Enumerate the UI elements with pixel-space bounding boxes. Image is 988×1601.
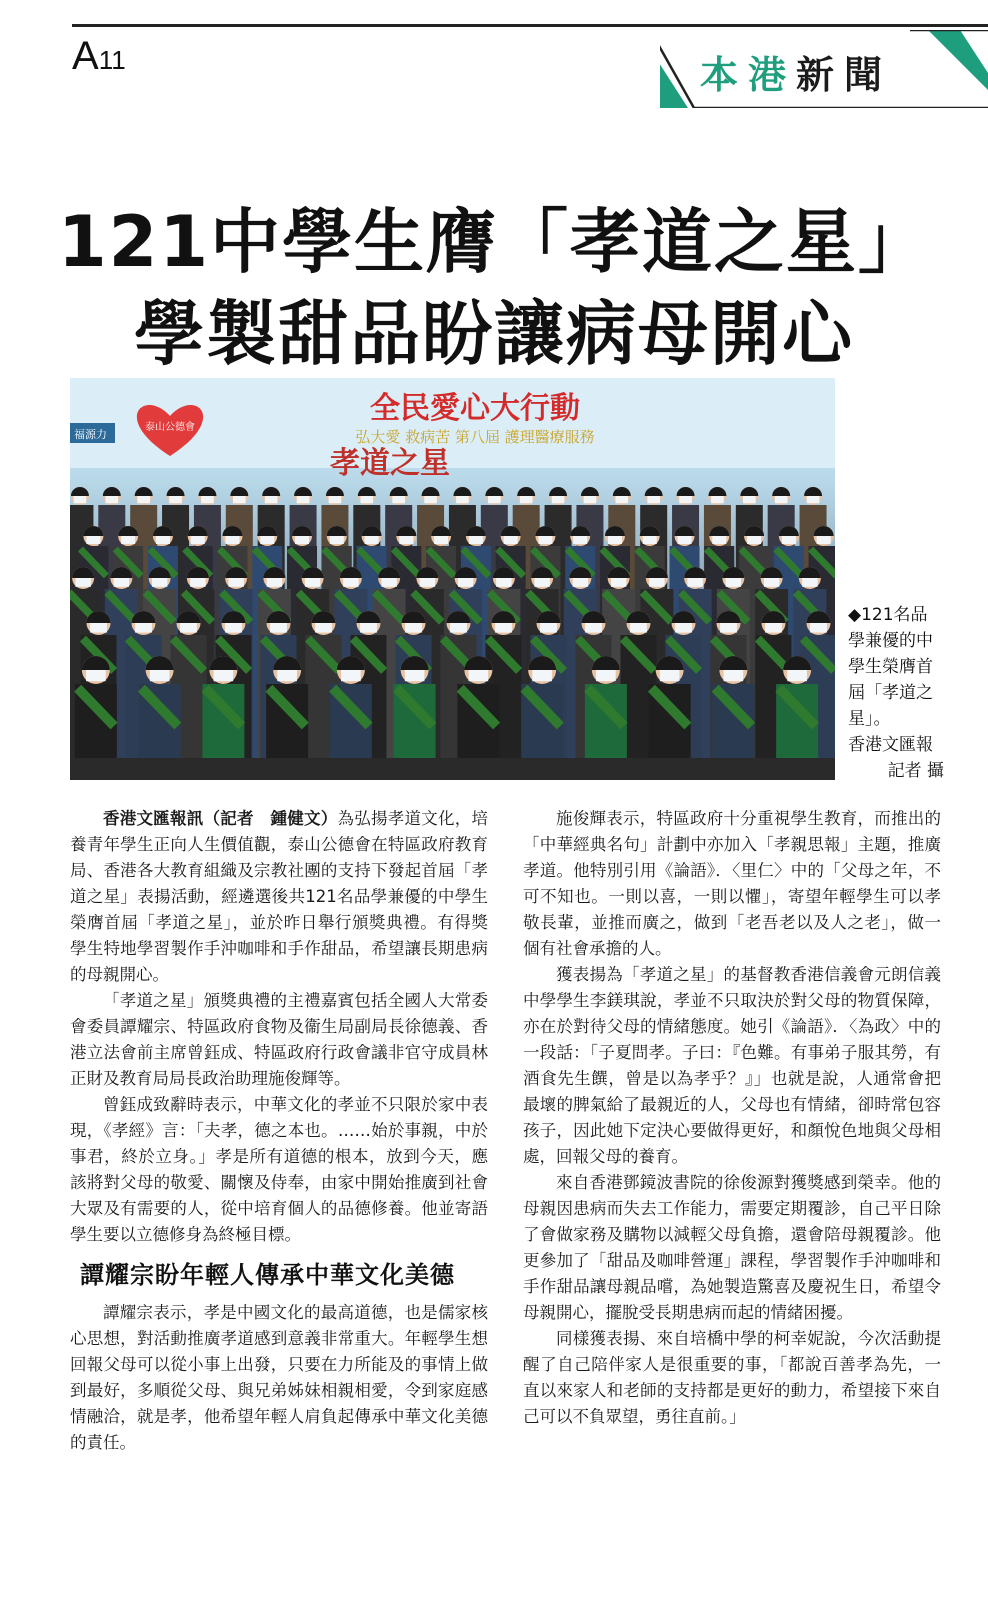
face-mask: [360, 623, 377, 633]
face-mask: [329, 496, 342, 503]
face-mask: [305, 578, 320, 587]
face-mask: [724, 670, 744, 681]
face-mask: [86, 536, 100, 544]
caption-credit-2: 記者 攝: [887, 761, 944, 781]
caption-text: ◆121名品學兼優的中學生榮膺首屆「孝道之星」。: [848, 605, 933, 729]
face-mask: [747, 536, 761, 544]
face-mask: [720, 623, 737, 633]
banner-big: 孝道之星: [330, 446, 450, 481]
face-mask: [267, 578, 282, 587]
logo-text: 泰山公德會: [145, 422, 195, 433]
face-mask: [675, 623, 692, 633]
group-photo: [70, 378, 835, 780]
face-mask: [802, 578, 817, 587]
face-mask: [190, 578, 205, 587]
face-mask: [496, 578, 511, 587]
face-mask: [616, 496, 629, 503]
page-number: A11: [72, 34, 126, 78]
face-mask: [341, 670, 361, 681]
face-mask: [228, 578, 243, 587]
face-mask: [297, 496, 310, 503]
face-mask: [169, 496, 182, 503]
face-mask: [643, 536, 657, 544]
face-mask: [596, 670, 616, 681]
face-mask: [573, 578, 588, 587]
face-mask: [191, 536, 205, 544]
face-mask: [214, 670, 234, 681]
face-mask: [180, 623, 197, 633]
headline-line-2: 學製甜品盼讓病母開心: [134, 293, 854, 375]
banner-title: 全民愛心大行動: [370, 391, 580, 426]
face-mask: [330, 536, 344, 544]
face-mask: [150, 670, 170, 681]
face-mask: [787, 670, 807, 681]
photo-caption: [848, 602, 944, 784]
face-mask: [74, 496, 87, 503]
face-mask: [260, 536, 274, 544]
face-mask: [817, 536, 831, 544]
face-mask: [687, 578, 702, 587]
face-mask: [381, 578, 396, 587]
face-mask: [678, 536, 692, 544]
face-mask: [90, 623, 107, 633]
paragraph-2: 「孝道之星」頒獎典禮的主禮嘉賓包括全國人大常委會委員譚耀宗、特區政府食物及衞生局副局長徐德義、香港立法會前主席曾鈺成、特區政府行政會議非官守成員林正財及教育局局長政治助理施俊輝等。: [70, 991, 488, 1088]
face-mask: [399, 536, 413, 544]
face-mask: [75, 578, 90, 587]
face-mask: [295, 536, 309, 544]
section-title: 本港新聞: [700, 53, 893, 97]
face-mask: [270, 623, 287, 633]
paragraph-4: 譚耀宗表示，孝是中國文化的最高道德，也是儒家核心思想，對活動推廣孝道感到意義非常重大。年輕學生想回報父母可以從小事上出發，只要在力所能及的事情上做到最好，多順從父母、與兄弟姊妹相親相愛，令到家庭感情融洽，就是孝，他希望年輕人肩負起傳承中華文化美德的責任。: [70, 1303, 488, 1452]
left-banner-text: 福源力: [74, 428, 107, 441]
face-mask: [225, 623, 242, 633]
face-mask: [679, 496, 692, 503]
face-mask: [114, 578, 129, 587]
floor: [70, 758, 835, 780]
face-mask: [584, 496, 597, 503]
face-mask: [361, 496, 374, 503]
face-mask: [495, 623, 512, 633]
face-mask: [420, 578, 435, 587]
face-mask: [265, 496, 278, 503]
face-mask: [764, 578, 779, 587]
paragraph-1: 香港文匯報訊（記者 鍾健文）為弘揚孝道文化，培養青年學生正向人生價值觀，泰山公德會在特區政府教育局、香港各大教育組織及宗教社團的支持下發起首屆「孝道之星」表揚活動，經遴選後共121名品學兼優的中學生榮膺首屆「孝道之星」，並於昨日舉行頒獎典禮。有得獎學生特地學習製作手沖咖啡和手作甜品，希望讓長期患病的母親開心。: [70, 809, 488, 984]
crowd: [70, 487, 835, 780]
face-mask: [608, 536, 622, 544]
face-mask: [552, 496, 565, 503]
face-mask: [450, 623, 467, 633]
face-mask: [711, 496, 724, 503]
paragraph-3: 曾鈺成致辭時表示，中華文化的孝並不只限於家中表現，《孝經》言：「夫孝，德之本也。……始於事親，中於事君，終於立身。」孝是所有道德的根本，放到今天，應該將對父母的敬愛、關懷及侍奉，由家中開始推廣到社會大眾及有需要的人，從中培育個人的品德修養。他並寄語學生要以立德修身為終極目標。: [70, 1095, 488, 1244]
caption-credit-1: 香港文匯報: [848, 735, 933, 755]
face-mask: [534, 578, 549, 587]
article-column-left: [70, 806, 488, 1456]
face-mask: [520, 496, 533, 503]
face-mask: [225, 536, 239, 544]
subheading: 譚耀宗盼年輕人傳承中華文化美德: [80, 1261, 455, 1289]
face-mask: [365, 536, 379, 544]
face-mask: [456, 496, 469, 503]
face-mask: [775, 496, 788, 503]
face-mask: [277, 670, 297, 681]
face-mask: [743, 496, 756, 503]
face-mask: [630, 623, 647, 633]
face-mask: [135, 623, 152, 633]
face-mask: [137, 496, 150, 503]
group-photo-illustration: [70, 378, 835, 780]
face-mask: [532, 670, 552, 681]
face-mask: [233, 496, 246, 503]
face-mask: [540, 623, 557, 633]
face-mask: [810, 623, 827, 633]
paragraph-6: 獲表揚為「孝道之星」的基督教香港信義會元朗信義中學學生李鎂琪說，孝並不只取決於對父母的物質保障，亦在於對待父母的情緒態度。她引《論語》．〈為政〉中的一段話：「子夏問孝。子曰：『色難。有事弟子服其勞，有酒食先生饌，曾是以為孝乎？』」也就是說，人通常會把最壞的脾氣給了最親近的人，父母也有情緒，卻時常包容孩子，因此她下定決心要做得更好，和顏悅色地與父母相處，回報父母的養育。: [523, 965, 941, 1166]
paragraph-8: 同樣獲表揚、來自培橋中學的柯幸妮說，今次活動提醒了自己陪伴家人是很重要的事，「都說百善孝為先，一直以來家人和老師的支持都是更好的動力，希望接下來自己可以不負眾望，勇往直前。」: [523, 1329, 941, 1426]
face-mask: [660, 670, 680, 681]
article-column-right: [523, 806, 941, 1430]
face-mask: [152, 578, 167, 587]
face-mask: [726, 578, 741, 587]
byline: 香港文匯報訊（記者 鍾健文）: [103, 809, 338, 828]
face-mask: [647, 496, 660, 503]
banner-sub: 弘大愛 救病苦 第八屆 護理醫療服務: [355, 428, 595, 446]
face-mask: [315, 623, 332, 633]
face-mask: [405, 670, 425, 681]
face-mask: [343, 578, 358, 587]
face-mask: [504, 536, 518, 544]
face-mask: [106, 496, 119, 503]
face-mask: [469, 536, 483, 544]
face-mask: [765, 623, 782, 633]
face-mask: [434, 536, 448, 544]
face-mask: [782, 536, 796, 544]
face-mask: [649, 578, 664, 587]
face-mask: [86, 670, 106, 681]
paragraph-5: 施俊輝表示，特區政府十分重視學生教育，而推出的「中華經典名句」計劃中亦加入「孝親思報」主題，推廣孝道。他特別引用《論語》．〈里仁〉中的「父母之年，不可不知也。一則以喜，一則以懼」，寄望年輕學生可以孝敬長輩，並推而廣之，做到「老吾老以及人之老」，做一個有社會承擔的人。: [523, 809, 941, 958]
face-mask: [405, 623, 422, 633]
face-mask: [712, 536, 726, 544]
face-mask: [424, 496, 437, 503]
face-mask: [538, 536, 552, 544]
face-mask: [392, 496, 405, 503]
face-mask: [156, 536, 170, 544]
top-rule: [72, 24, 988, 27]
face-mask: [469, 670, 489, 681]
face-mask: [201, 496, 214, 503]
face-mask: [573, 536, 587, 544]
face-mask: [121, 536, 135, 544]
face-mask: [458, 578, 473, 587]
face-mask: [488, 496, 501, 503]
face-mask: [807, 496, 820, 503]
face-mask: [611, 578, 626, 587]
face-mask: [585, 623, 602, 633]
paragraph-7: 來自香港鄧鏡波書院的徐俊源對獲獎感到榮幸。他的母親因患病而失去工作能力，需要定期覆診，自己平日除了會做家務及購物以減輕父母負擔，還會陪母親覆診。他更參加了「甜品及咖啡營運」課程，學習製作手沖咖啡和手作甜品讓母親品嚐，為她製造驚喜及慶祝生日，希望令母親開心，擺脫受長期患病而起的情緒困擾。: [523, 1173, 941, 1322]
headline-line-1: 121中學生膺「孝道之星」: [57, 201, 931, 283]
